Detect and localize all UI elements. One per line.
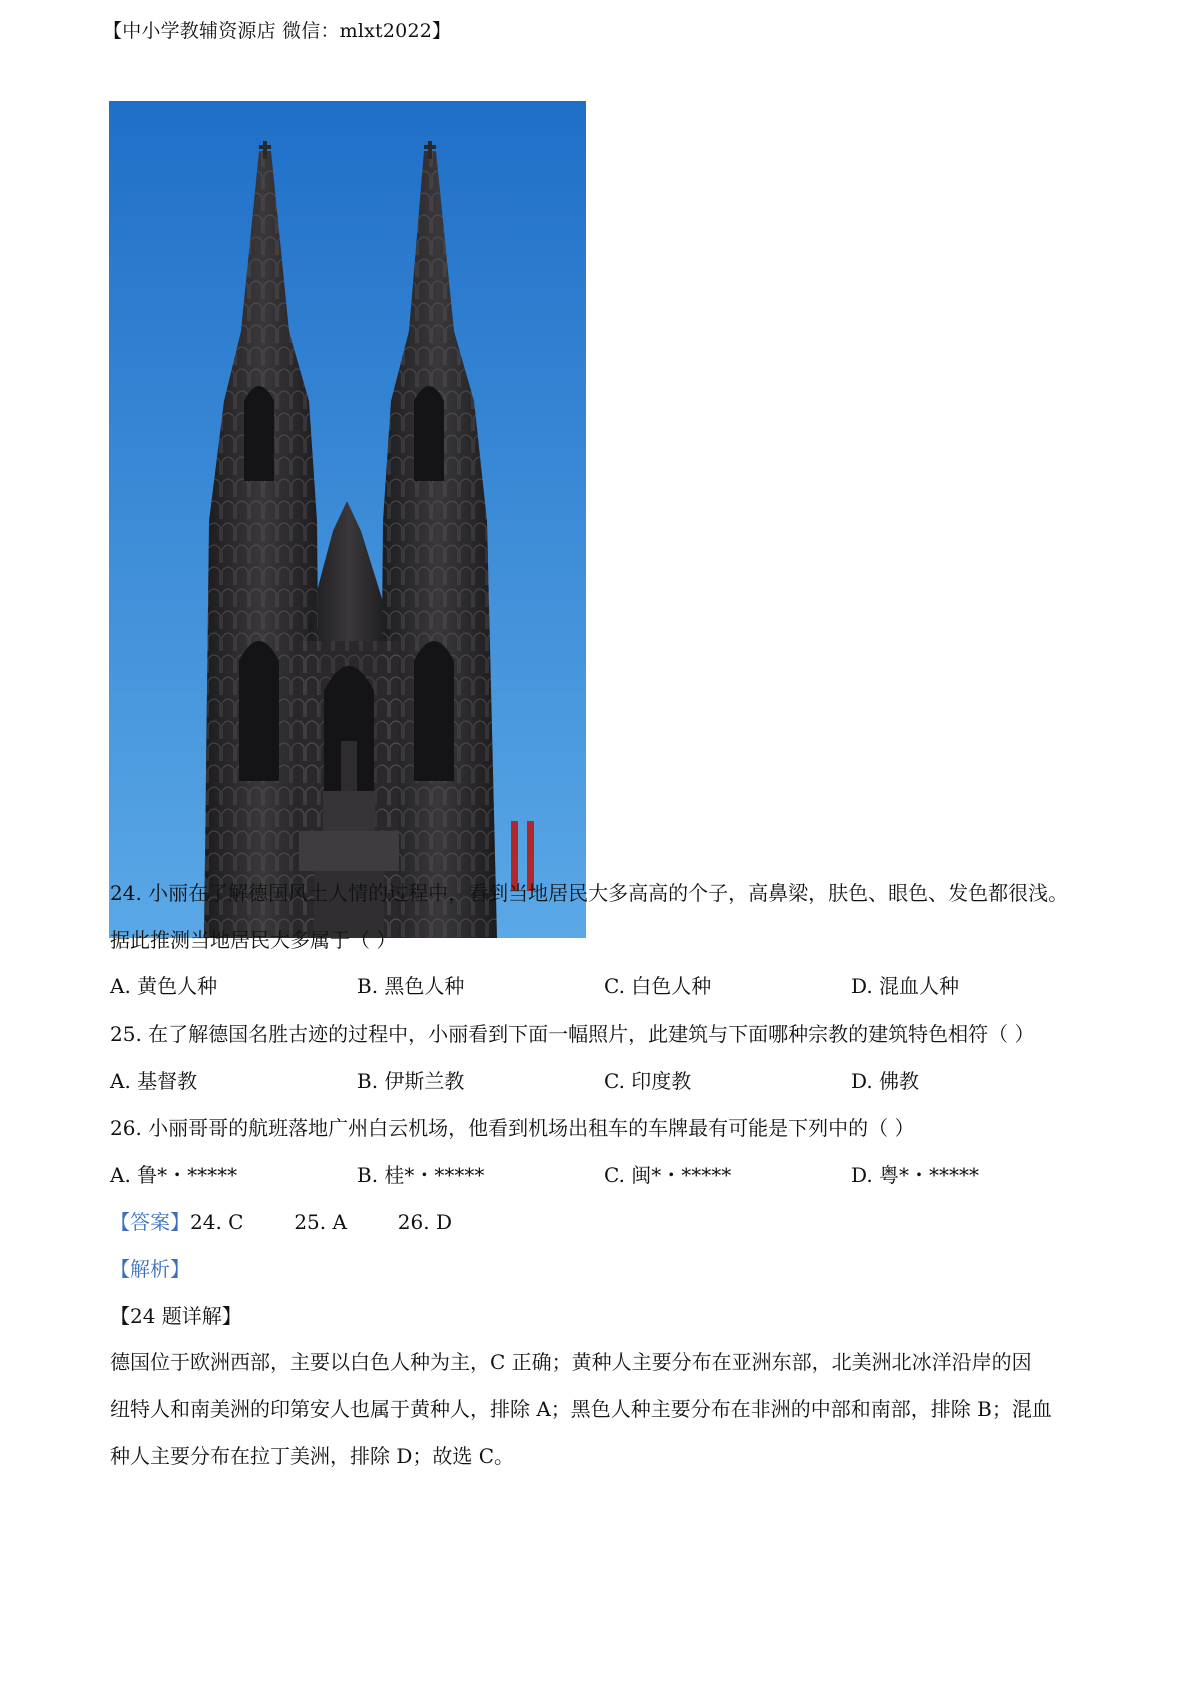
q26-option-c: C. 闽*・***** — [604, 1163, 732, 1187]
detail24-line3: 种人主要分布在拉丁美洲，排除 D；故选 C。 — [110, 1444, 515, 1468]
page-header: 【中小学教辅资源店 微信：mlxt2022】 — [103, 20, 452, 42]
q24-stem-line2: 据此推测当地居民大多属于（ ） — [110, 928, 397, 952]
q24-stem-line1: 24. 小丽在了解德国风土人情的过程中，看到当地居民大多高高的个子，高鼻梁，肤色、眼色、发色都很浅。 — [110, 881, 1069, 905]
q26-option-d: D. 粤*・***** — [851, 1163, 980, 1187]
q26-option-b: B. 桂*・***** — [357, 1163, 485, 1187]
q26-option-a: A. 鲁*・***** — [110, 1163, 238, 1187]
analysis-label: 【解析】 — [110, 1257, 190, 1281]
q26-stem: 26. 小丽哥哥的航班落地广州白云机场，他看到机场出租车的车牌最有可能是下列中的（ ） — [110, 1116, 915, 1140]
q24-option-c: C. 白色人种 — [604, 974, 712, 998]
detail24-line2: 纽特人和南美洲的印第安人也属于黄种人，排除 A；黑色人种主要分布在非洲的中部和南部，排除 B；混血 — [110, 1397, 1052, 1421]
q25-option-a: A. 基督教 — [110, 1069, 198, 1093]
answer-label: 【答案】 — [110, 1210, 190, 1234]
q24-option-d: D. 混血人种 — [851, 974, 960, 998]
cathedral-photo — [109, 101, 586, 938]
q25-option-b: B. 伊斯兰教 — [357, 1069, 465, 1093]
answer-line — [110, 1206, 452, 1235]
detail24-title: 【24 题详解】 — [110, 1304, 242, 1328]
q25-stem: 25. 在了解德国名胜古迹的过程中，小丽看到下面一幅照片，此建筑与下面哪种宗教的建筑特色相符（ ） — [110, 1022, 1035, 1046]
q25-option-d: D. 佛教 — [851, 1069, 920, 1093]
q25-option-c: C. 印度教 — [604, 1069, 692, 1093]
answer-values: 24. C 25. A 26. D — [190, 1210, 452, 1234]
detail24-line1: 德国位于欧洲西部，主要以白色人种为主，C 正确；黄种人主要分布在亚洲东部，北美洲北冰洋沿岸的因 — [110, 1350, 1032, 1374]
q24-option-b: B. 黑色人种 — [357, 974, 465, 998]
q24-option-a: A. 黄色人种 — [110, 974, 218, 998]
